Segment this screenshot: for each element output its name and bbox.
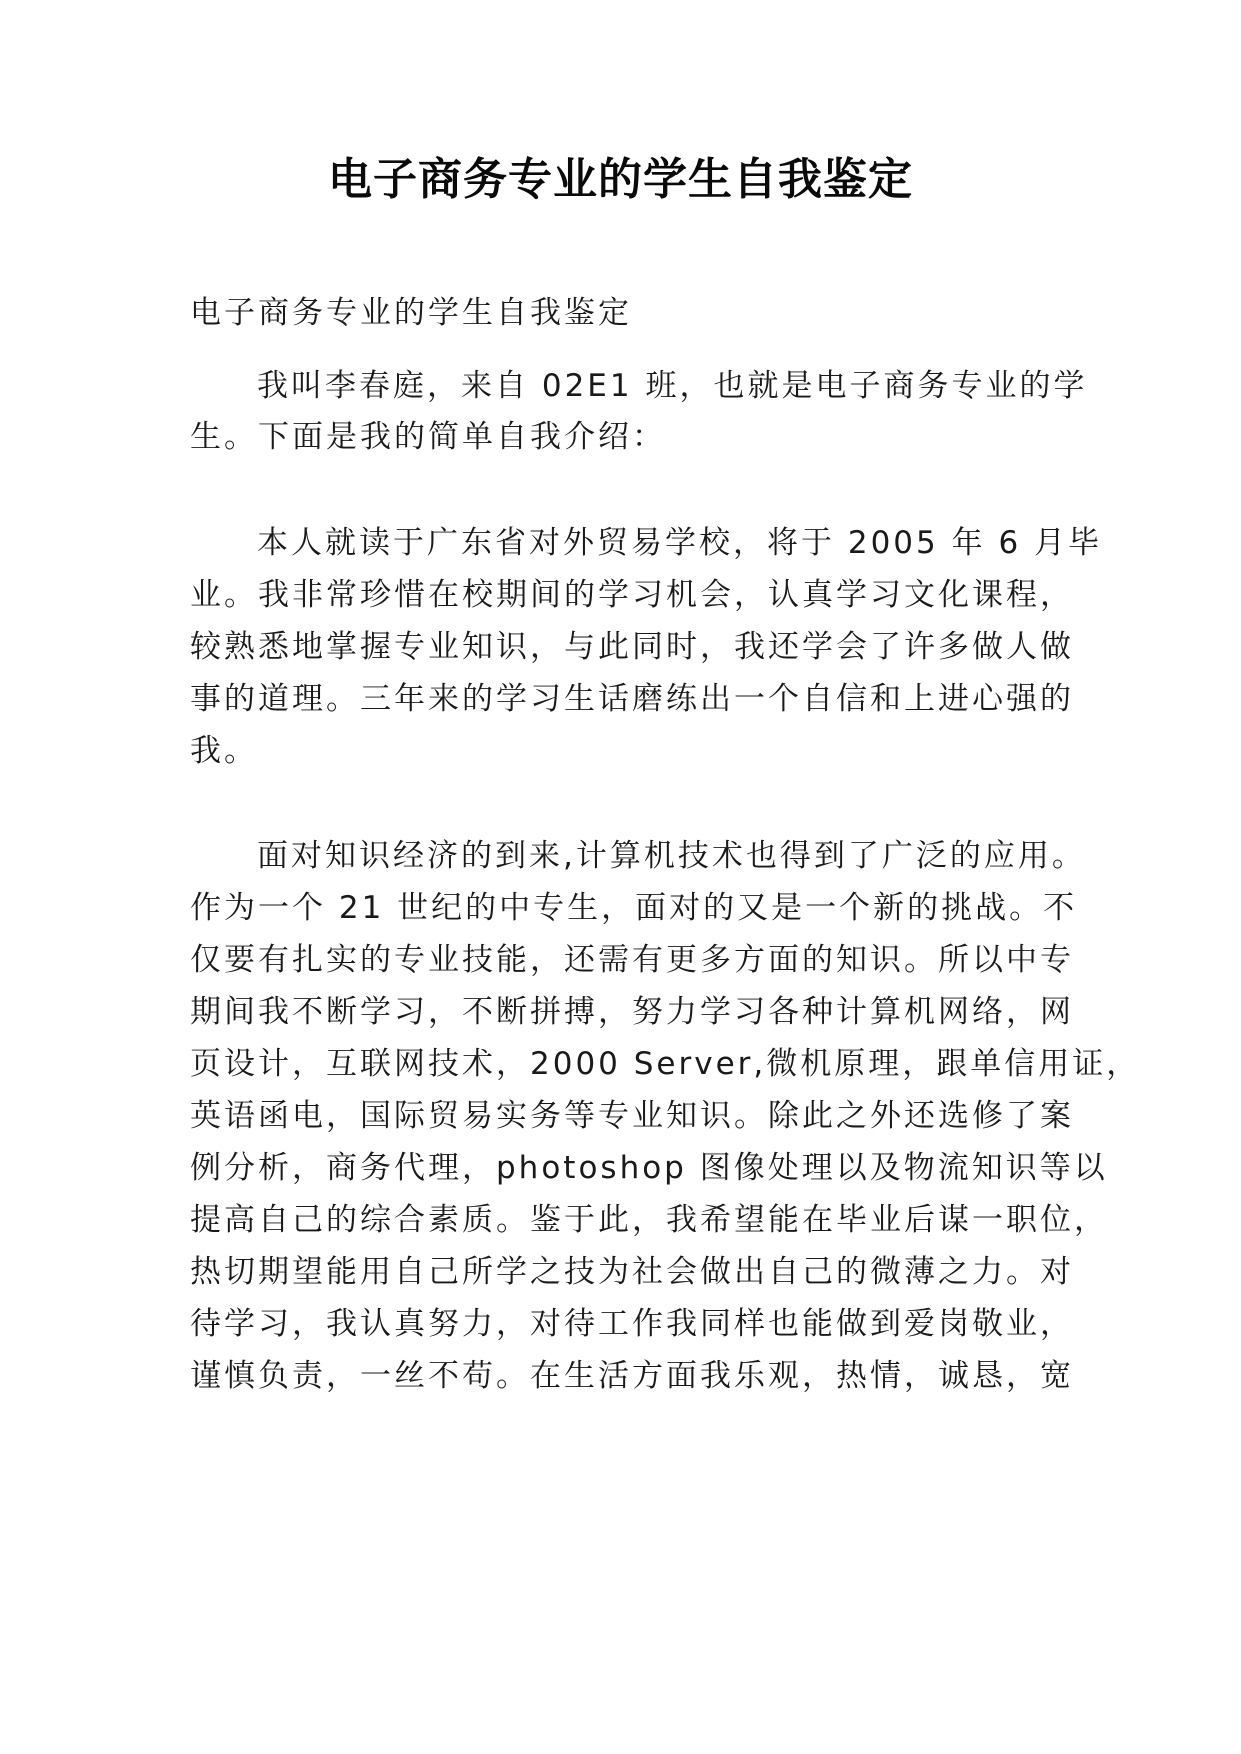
paragraph-3-line-6: 英语函电，国际贸易实务等专业知识。除此之外还选修了案 [190, 1098, 1074, 1134]
paragraph-2-line-2: 业。我非常珍惜在校期间的学习机会，认真学习文化课程， [190, 577, 1074, 613]
paragraph-3-line-5: 页设计，互联网技术，2000 Server,微机原理，跟单信用证， [190, 1046, 1141, 1082]
paragraph-3-line-1: 面对知识经济的到来,计算机技术也得到了广泛的应用。 [257, 838, 1086, 874]
paragraph-3-line-4: 期间我不断学习，不断拼搏，努力学习各种计算机网络，网 [190, 994, 1074, 1030]
paragraph-2-line-5: 我。 [190, 733, 258, 769]
paragraph-2-line-3: 较熟悉地掌握专业知识，与此同时，我还学会了许多做人做 [190, 629, 1074, 665]
paragraph-3-line-10: 待学习，我认真努力，对待工作我同样也能做到爱岗敬业， [190, 1306, 1074, 1342]
paragraph-1-line-2: 生。下面是我的简单自我介绍： [190, 419, 666, 455]
paragraph-3-line-9: 热切期望能用自己所学之技为社会做出自己的微薄之力。对 [190, 1254, 1074, 1290]
paragraph-3-line-7: 例分析，商务代理，photoshop 图像处理以及物流知识等以 [190, 1150, 1108, 1186]
paragraph-1-line-1: 我叫李春庭，来自 02E1 班，也就是电子商务专业的学 [257, 368, 1088, 404]
paragraph-3-line-2: 作为一个 21 世纪的中专生，面对的又是一个新的挑战。不 [190, 890, 1078, 926]
paragraph-3-line-11: 谨慎负责，一丝不苟。在生活方面我乐观，热情，诚恳，宽 [190, 1358, 1074, 1394]
paragraph-3-line-3: 仅要有扎实的专业技能，还需有更多方面的知识。所以中专 [190, 942, 1074, 978]
paragraph-3-line-8: 提高自己的综合素质。鉴于此，我希望能在毕业后谋一职位， [190, 1202, 1108, 1238]
document-subtitle: 电子商务专业的学生自我鉴定 [190, 295, 632, 331]
paragraph-2-line-1: 本人就读于广东省对外贸易学校，将于 2005 年 6 月毕 [257, 525, 1103, 561]
paragraph-2-line-4: 事的道理。三年来的学习生话磨练出一个自信和上进心强的 [190, 681, 1074, 717]
document-title: 电子商务专业的学生自我鉴定 [328, 154, 913, 205]
